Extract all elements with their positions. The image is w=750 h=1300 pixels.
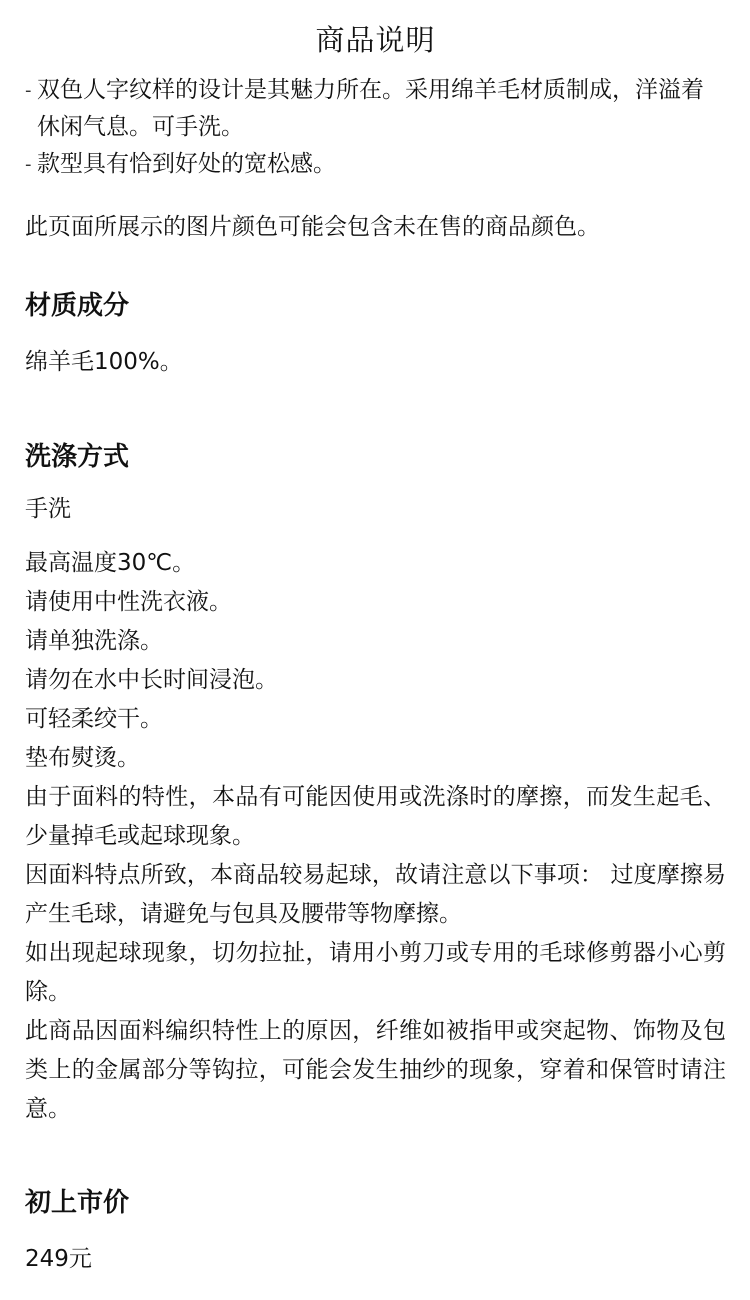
care-instruction: 请使用中性洗衣液。 [25,589,232,615]
care-instruction: 可轻柔绞干。 [25,706,163,732]
feature-item [25,72,726,146]
washing-heading: 洗涤方式 [25,442,130,472]
feature-item [25,146,726,183]
price-heading: 初上市价 [25,1188,130,1218]
bullet-dash: - [25,154,32,175]
care-instruction: 此商品因面料编织特性上的原因，纤维如被指甲或突起物、饰物及包类上的金属部分等钩拉，可能会发生抽纱的现象，穿着和保管时请注意。 [25,1018,726,1122]
care-instruction: 由于面料的特性，本品有可能因使用或洗涤时的摩擦，而发生起毛、少量掉毛或起球现象。 [25,784,726,849]
care-instructions-list [25,544,726,1129]
color-notice: 此页面所展示的图片颜色可能会包含未在售的商品颜色。 [25,214,600,240]
care-instruction: 垫布熨烫。 [25,745,140,771]
care-instruction: 因面料特点所致，本商品较易起球，故请注意以下事项： 过度摩擦易产生毛球，请避免与包具及腰带等物摩擦。 [25,862,726,927]
bullet-dash: - [25,80,32,101]
price-value: 249元 [25,1246,92,1272]
care-instruction: 请勿在水中长时间浸泡。 [25,667,278,693]
feature-text: 款型具有恰到好处的宽松感。 [37,151,336,177]
washing-method: 手洗 [25,496,71,522]
page-title: 商品说明 [315,23,436,57]
material-heading: 材质成分 [25,291,130,321]
care-instruction: 请单独洗涤。 [25,628,163,654]
care-instruction: 如出现起球现象，切勿拉扯，请用小剪刀或专用的毛球修剪器小心剪除。 [25,940,726,1005]
material-value: 绵羊毛100%。 [25,349,183,375]
feature-text: 双色人字纹样的设计是其魅力所在。采用绵羊毛材质制成，洋溢着休闲气息。可手洗。 [37,77,704,140]
care-instruction: 最高温度30℃。 [25,550,196,576]
feature-list [25,72,726,183]
